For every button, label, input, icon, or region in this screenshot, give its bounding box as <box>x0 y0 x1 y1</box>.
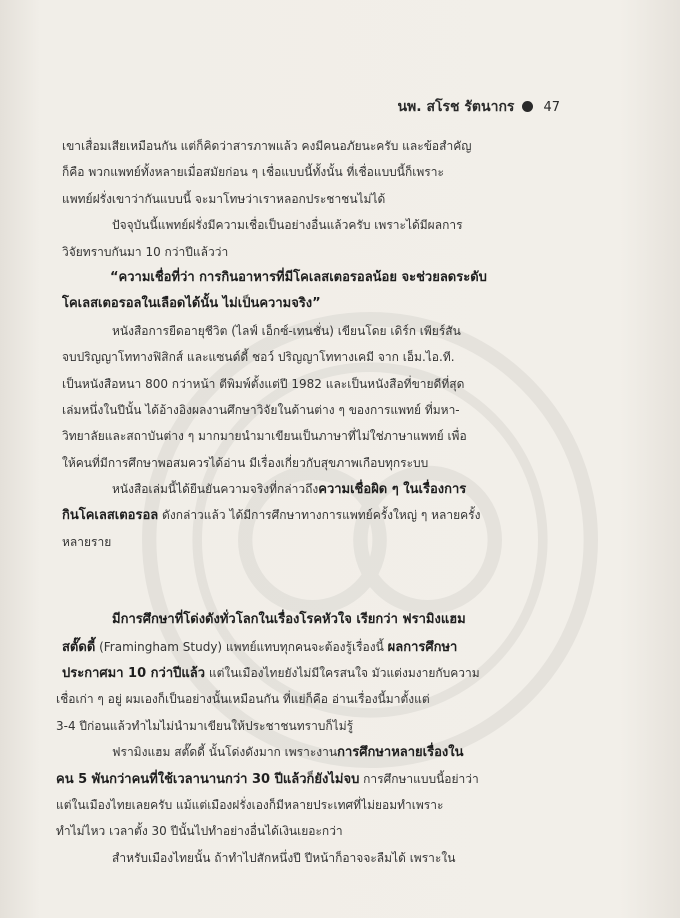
text-line <box>56 766 560 792</box>
quote-line: “ความเชื่อที่ว่า การกินอาหารที่มีโคเลสเตอรอลน้อย จะช่วยลดระดับ <box>110 269 487 285</box>
text-line: วิทยาลัยและสถาบันต่าง ๆ มากมายนำมาเขียนเป็นภาษาที่ไม่ใช่ภาษาแพทย์ เพื่อ <box>62 429 467 444</box>
text-line: หลายราย <box>62 534 112 549</box>
bold-span: สตั๊ดดี้ <box>62 639 96 655</box>
author-name: นพ. สโรช รัตนากร <box>397 99 515 115</box>
text-line: หนังสือการยืดอายุชีวิต (ไลฟ์ เอ็กซ์-เทนชั่น) เขียนโดย เดิร์ก เพียร์สัน <box>112 323 461 338</box>
text-line: ก็คือ พวกแพทย์ทั้งหลายเมื่อสมัยก่อน ๆ เชื่อแบบนี้ทั้งนั้น ที่เชื่อแบบนี้ก็เพราะ <box>62 165 444 180</box>
body-text <box>56 133 560 871</box>
text-line: แพทย์ฝรั่งเขาว่ากันแบบนี้ จะมาโทษว่าเราหลอกประชาชนไม่ได้ <box>62 191 386 206</box>
quote-line: โคเลสเตอรอลในเลือดได้นั้น ไม่เป็นความจริง” <box>62 296 321 312</box>
text-line: เชื่อเก่า ๆ อยู่ ผมเองก็เป็นอย่างนั้นเหมือนกัน ที่แย่ก็คือ อ่านเรื่องนี้มาตั้งแต่ <box>56 692 430 707</box>
text-line: ทำไม่ไหว เวลาตั้ง 30 ปีนั้นไปทำอย่างอื่นได้เงินเยอะกว่า <box>56 824 343 839</box>
text-span: แต่ในเมืองไทยยังไม่มีใครสนใจ มัวแต่งมงายกับความ <box>205 666 480 681</box>
bold-span: กินโคเลสเตอรอล <box>62 508 159 524</box>
bold-span: คน 5 พันกว่าคนที่ใช้เวลานานกว่า 30 ปีแล้วก็ยังไม่จบ <box>56 771 360 787</box>
text-span: ฟรามิงแฮม สตั๊ดดี้ นั้นโด่งดังมาก เพราะงาน <box>112 745 338 760</box>
text-line: มีการศึกษาที่โด่งดังทั่วโลกในเรื่องโรคหัวใจ เรียกว่า ฟรามิงแฮม <box>112 612 466 628</box>
text-line: เป็นหนังสือหนา 800 กว่าหน้า ตีพิมพ์ตั้งแต่ปี 1982 และเป็นหนังสือที่ขายดีที่สุด <box>62 376 465 391</box>
text-line: ให้คนที่มีการศึกษาพอสมควรได้อ่าน มีเรื่องเกี่ยวกับสุขภาพเกือบทุกระบบ <box>62 455 429 470</box>
bold-span: ความเชื่อผิด ๆ ในเรื่องการ <box>318 482 467 498</box>
text-span: (Framingham Study) แพทย์แทบทุกคนจะต้องรู้เรื่องนี้ <box>95 639 388 654</box>
page-number: 47 <box>543 100 560 115</box>
text-line <box>62 739 560 765</box>
bold-span: ประกาศมา 10 กว่าปีแล้ว <box>62 666 206 682</box>
text-line <box>62 634 560 660</box>
text-span: หนังสือเล่มนี้ได้ยืนยันความจริงที่กล่าวถึง <box>112 482 319 497</box>
text-line <box>62 502 560 528</box>
text-line: ปัจจุบันนี้แพทย์ฝรั่งมีความเชื่อเป็นอย่างอื่นแล้วครับ เพราะได้มีผลการ <box>112 218 463 233</box>
paragraph-gap <box>62 555 560 607</box>
text-line: เล่มหนึ่งในปีนั้น ได้อ้างอิงผลงานศึกษาวิจัยในด้านต่าง ๆ ของการแพทย์ ที่มหา- <box>62 402 460 417</box>
text-line: วิจัยทราบกันมา 10 กว่าปีแล้วว่า <box>62 244 229 259</box>
bold-span: การศึกษาหลายเรื่องใน <box>337 745 464 761</box>
text-span: การศึกษาแบบนี้อย่าว่า <box>359 771 479 786</box>
text-line <box>62 476 560 502</box>
text-line: จบปริญญาโททางฟิสิกส์ และแซนด์ดี้ ชอว์ ปริญญาโททางเคมี จาก เอ็ม.ไอ.ที. <box>62 350 455 365</box>
text-span: ดังกล่าวแล้ว ได้มีการศึกษาทางการแพทย์ครั้งใหญ่ ๆ หลายครั้ง <box>158 508 481 523</box>
text-line: 3-4 ปีก่อนแล้วทำไมไม่นำมาเขียนให้ประชาชนทราบก็ไม่รู้ <box>56 718 354 733</box>
running-header <box>397 96 560 118</box>
bold-span: ผลการศึกษา <box>387 639 458 655</box>
text-line: สำหรับเมืองไทยนั้น ถ้าทำไปสักหนึ่งปี ปีหน้าก็อาจจะลืมได้ เพราะใน <box>112 850 456 865</box>
text-line <box>62 660 560 686</box>
text-line: แต่ในเมืองไทยเลยครับ แม้แต่เมืองฝรั่งเองก็มีหลายประเทศที่ไม่ยอมทำเพราะ <box>56 797 444 812</box>
bullet-dot-icon <box>522 101 533 112</box>
text-line: เขาเสื่อมเสียเหมือนกัน แต่ก็คิดว่าสารภาพแล้ว คงมีคนอภัยนะครับ และข้อสำคัญ <box>62 139 472 153</box>
